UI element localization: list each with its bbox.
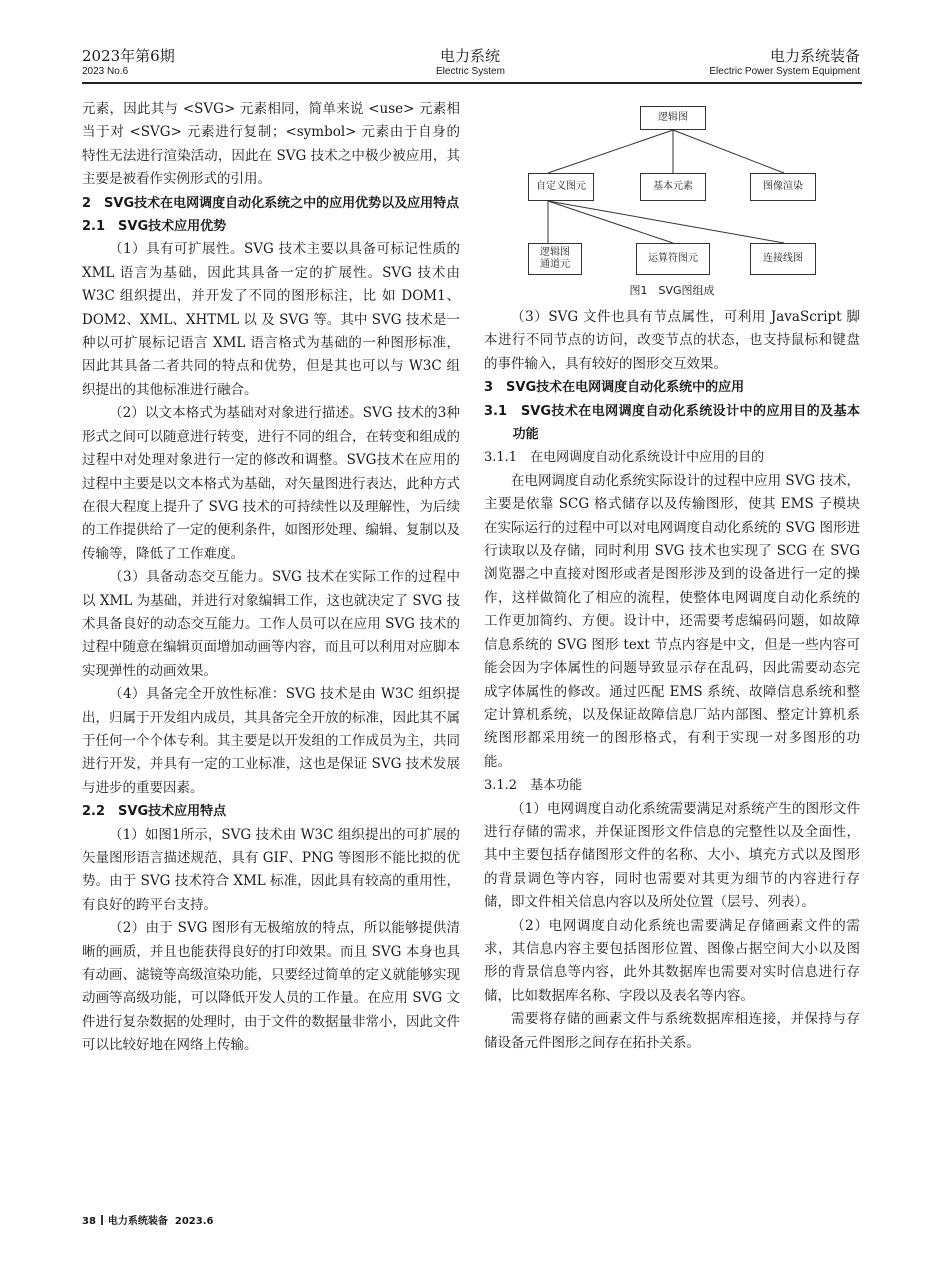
paragraph: （4）具备完全开放性标准：SVG 技术是由 W3C 组织提出，归属于开发组内成员，其具备完全开放的标准，因此其不属于任何一个个体专利。其主要是以开发组的工作成员为主，共同进行开发，并具有一定的工业标准，这也是保证 SVG 技术发展与进步的重要因素。 xyxy=(82,686,460,796)
subsection-heading: 2.1 SVG技术应用优势 xyxy=(82,219,227,235)
node-logic-channel xyxy=(528,243,582,275)
footer-divider xyxy=(101,1215,103,1225)
header-rule xyxy=(82,82,862,84)
page-number: 38 xyxy=(82,1216,96,1227)
connector-root-render xyxy=(673,130,784,173)
section-en: Electric System xyxy=(436,66,505,77)
connector-root-custom xyxy=(548,130,673,173)
paragraph: （3）具备动态交互能力。SVG 技术在实际工作的过程中以 XML 为基础，并进行对象编辑工作，这也就决定了 SVG 技术具备良好的动态交互能力。工作人员可以在应用 SVG 技术的过程中随意在编辑页面增加动画等内容，而且可以利用对应脚本实现弹性的动画效果。 xyxy=(82,569,460,679)
node-connector-diagram: 连接线图 xyxy=(750,243,816,275)
paragraph: （3）SVG 文件也具有节点属性，可利用 JavaScript 脚本进行不同节点的访问，改变节点的状态，也支持鼠标和键盘的事件输入，具有较好的图形交互效果。 xyxy=(484,309,860,372)
paragraph: （2）电网调度自动化系统也需要满足存储画素文件的需求，其信息内容主要包括图形位置、图像占据空间大小以及图形的背景信息等内容，此外其数据库也需要对实时信息进行存储，比如数据库名称、字段以及表名等内容。 xyxy=(484,917,860,1004)
paragraph: （1）如图1所示，SVG 技术由 W3C 组织提出的可扩展的矢量图形语言描述规范，具有 GIF、PNG 等图形不能比拟的优势。由于 SVG 技术符合 XML 标准，因此具有较高的重用性，有良好的跨平台支持。 xyxy=(82,826,460,913)
journal-cn: 电力系统装备 xyxy=(769,47,860,65)
node-logic-channel-line1: 逻辑图 xyxy=(540,247,570,258)
footer-journal: 电力系统装备 xyxy=(107,1216,168,1227)
section-heading: 2 SVG技术在电网调度自动化系统之中的应用优势以及应用特点 xyxy=(82,195,460,211)
issue-en: 2023 No.6 xyxy=(82,66,129,77)
node-logic-channel-line2: 通道元 xyxy=(540,259,570,270)
figure-svg-composition xyxy=(484,98,860,306)
node-custom-element: 自定义图元 xyxy=(528,173,594,201)
subsection-heading: 3.1 SVG技术在电网调度自动化系统设计中的应用目的及基本功能 xyxy=(484,403,860,443)
left-column xyxy=(82,98,460,1058)
section-cn: 电力系统 xyxy=(440,47,501,65)
subsection-heading: 2.2 SVG技术应用特点 xyxy=(82,804,227,820)
footer-date: 2023.6 xyxy=(174,1216,214,1227)
right-column xyxy=(484,98,860,1055)
node-image-render: 图像渲染 xyxy=(750,173,816,201)
paragraph: 在电网调度自动化系统实际设计的过程中应用 SVG 技术，主要是依靠 SCG 格式储存以及传输图形，使其 EMS 子模块在实际运行的过程中可以对电网调度自动化系统的 SVG 图形进行读取以及存储，同时利用 SVG 技术也实现了 SCG 在 SVG 浏览器之中直接对图形或者是图形涉及到的设备进行一定的操作，这样做简化了相应的流程，使整体电网调度自动化系统的工作更加简约、方便。设计中，还需要考虑编码问题，如故障信息系统的 SVG 图形 text 节点内容是中文，但是一些内容可能会因为字体属性的问题导致显示存在乱码，因此需要动态完成字体属性的修改。通过匹配 EMS 系统、故障信息系统和整定计算机系统，以及保证故障信息厂站内部图、整定计算机系统图形都采用统一的图形格式，有利于实现一对多图形的功能。 xyxy=(484,472,860,770)
page-footer xyxy=(82,1212,213,1227)
node-basic-element: 基本元素 xyxy=(640,173,706,201)
subsubsection-heading: 3.1.1 在电网调度自动化系统设计中应用的目的 xyxy=(484,450,765,466)
subsubsection-heading: 3.1.2 基本功能 xyxy=(484,778,583,794)
paragraph: 元素，因此其与 <SVG> 元素相同，简单来说 <use> 元素相当于对 <SVG> 元素进行复制；<symbol> 元素由于自身的特性无法进行渲染活动，因此在 SVG 技术之中极少被应用，其主要是被看作实例形式的引用。 xyxy=(82,101,460,188)
paragraph: （1）具有可扩展性。SVG 技术主要以具备可标记性质的 XML 语言为基础，因此其具备一定的扩展性。SVG 技术由 W3C 组织提出，并开发了不同的图形标注，比 如 DOM1、DOM2、XML、XHTML 以 及 SVG 等。其中 SVG 技术是一种以可扩展标记语言 XML 语言格式为基础的一种图形标准，因此其具备二者共同的特点和优势，但是其也可以与 W3C 组织提出的其他标准进行融合。 xyxy=(82,241,460,398)
node-operator-element: 运算符图元 xyxy=(636,243,710,275)
figure-caption: 图1 SVG图组成 xyxy=(629,284,715,297)
journal-en: Electric Power System Equipment xyxy=(709,66,860,77)
paragraph: （2）由于 SVG 图形有无极缩放的特点，所以能够提供清晰的画质，并且也能获得良好的打印效果。而且 SVG 本身也具有动画、滤镜等高级渲染功能，只要经过简单的定义就能够实现动画等高级功能，可以降低开发人员的工作量。在应用 SVG 文件进行复杂数据的处理时，由于文件的数据量非常小，因此文件可以比较好地在网络上传输。 xyxy=(82,920,460,1054)
section-heading: 3 SVG技术在电网调度自动化系统中的应用 xyxy=(484,380,745,396)
node-logic-diagram: 逻辑图 xyxy=(640,106,706,130)
connector-custom-operator xyxy=(548,201,673,243)
connector-custom-connector xyxy=(548,201,784,243)
issue-cn: 2023年第6期 xyxy=(82,47,175,65)
paragraph: （1）电网调度自动化系统需要满足对系统产生的图形文件进行存储的需求，并保证图形文件信息的完整性以及全面性，其中主要包括存储图形文件的名称、大小、填充方式以及图形的背景调色等内容，同时也需要对其更为细节的内容进行存储，即文件相关信息内容以及所处位置（层号、列表）。 xyxy=(484,800,860,911)
page-header xyxy=(0,0,950,90)
paragraph: 需要将存储的画素文件与系统数据库相连接，并保持与存储设备元件图形之间存在拓扑关系。 xyxy=(484,1011,860,1051)
paragraph: （2）以文本格式为基础对对象进行描述。SVG 技术的3种形式之间可以随意进行转变，进行不同的组合，在转变和组成的过程中对处理对象进行一定的修改和调整。SVG技术在应用的过程中主要是以文本格式为基础，对矢量图进行表达，此种方式在很大程度上提升了 SVG 技术的可持续性以及理解性，为后续的工作提供给了一定的便利条件，如图形处理、编辑、复制以及传输等，降低了工作难度。 xyxy=(82,405,460,562)
